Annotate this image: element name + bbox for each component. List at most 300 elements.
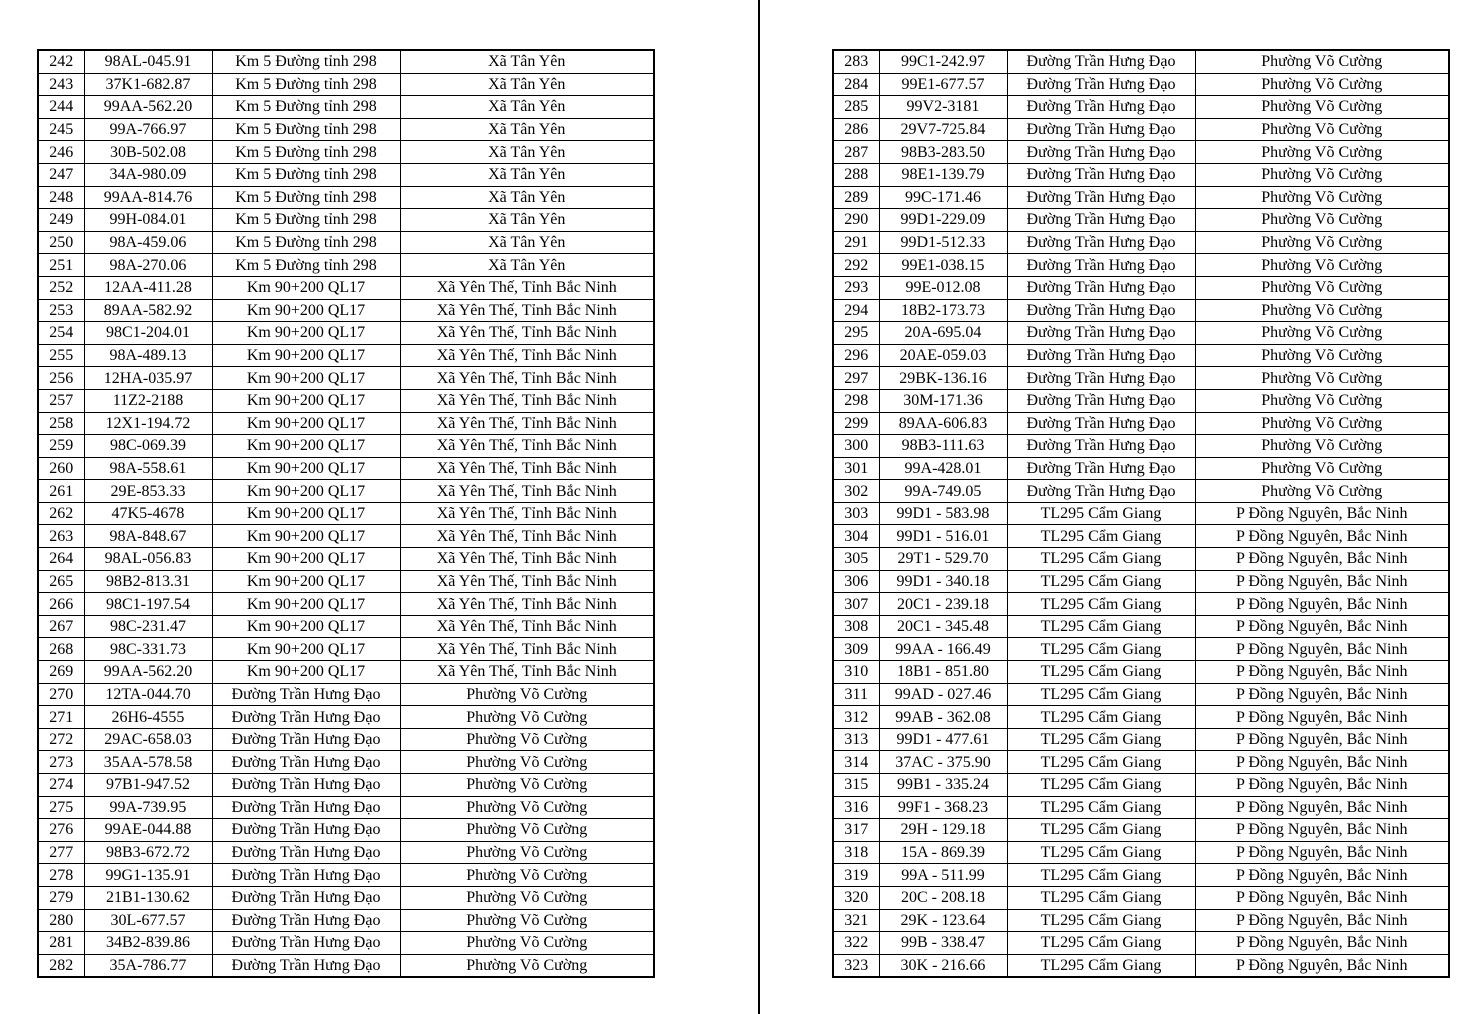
row-number-cell: 323 [833, 954, 879, 977]
license-plate-cell: 11Z2-2188 [84, 389, 212, 412]
ward-cell: Phường Võ Cường [400, 886, 654, 909]
row-number-cell: 293 [833, 276, 879, 299]
license-plate-cell: 20C1 - 345.48 [879, 615, 1007, 638]
row-number-cell: 309 [833, 638, 879, 661]
license-plate-cell: 37K1-682.87 [84, 73, 212, 96]
ward-cell: P Đồng Nguyên, Bắc Ninh [1195, 932, 1449, 955]
row-number-cell: 300 [833, 435, 879, 458]
license-plate-cell: 34B2-839.86 [84, 932, 212, 955]
location-cell: Đường Trần Hưng Đạo [1007, 186, 1195, 209]
ward-cell: P Đồng Nguyên, Bắc Ninh [1195, 570, 1449, 593]
right-violation-table [832, 49, 1450, 978]
table-row [833, 932, 1449, 955]
table-row [38, 231, 654, 254]
license-plate-cell: 98C1-197.54 [84, 593, 212, 616]
location-cell: Km 90+200 QL17 [212, 548, 400, 571]
left-table-body [38, 50, 654, 977]
location-cell: Đường Trần Hưng Đạo [1007, 435, 1195, 458]
license-plate-cell: 26H6-4555 [84, 706, 212, 729]
location-cell: TL295 Cẩm Giang [1007, 638, 1195, 661]
location-cell: TL295 Cẩm Giang [1007, 841, 1195, 864]
row-number-cell: 277 [38, 841, 84, 864]
ward-cell: P Đồng Nguyên, Bắc Ninh [1195, 796, 1449, 819]
ward-cell: Xã Yên Thế, Tỉnh Bắc Ninh [400, 615, 654, 638]
license-plate-cell: 99A-739.95 [84, 796, 212, 819]
ward-cell: P Đồng Nguyên, Bắc Ninh [1195, 548, 1449, 571]
ward-cell: Xã Tân Yên [400, 231, 654, 254]
row-number-cell: 258 [38, 412, 84, 435]
location-cell: TL295 Cẩm Giang [1007, 706, 1195, 729]
table-row [38, 389, 654, 412]
row-number-cell: 243 [38, 73, 84, 96]
license-plate-cell: 99AE-044.88 [84, 819, 212, 842]
row-number-cell: 313 [833, 728, 879, 751]
license-plate-cell: 12X1-194.72 [84, 412, 212, 435]
row-number-cell: 284 [833, 73, 879, 96]
row-number-cell: 317 [833, 819, 879, 842]
location-cell: TL295 Cẩm Giang [1007, 661, 1195, 684]
row-number-cell: 252 [38, 276, 84, 299]
ward-cell: Xã Yên Thế, Tỉnh Bắc Ninh [400, 435, 654, 458]
ward-cell: P Đồng Nguyên, Bắc Ninh [1195, 661, 1449, 684]
license-plate-cell: 99B - 338.47 [879, 932, 1007, 955]
table-row [833, 254, 1449, 277]
ward-cell: Xã Tân Yên [400, 141, 654, 164]
row-number-cell: 308 [833, 615, 879, 638]
table-row [833, 774, 1449, 797]
ward-cell: Xã Tân Yên [400, 96, 654, 119]
table-row [38, 593, 654, 616]
ward-cell: Phường Võ Cường [1195, 412, 1449, 435]
ward-cell: Phường Võ Cường [400, 774, 654, 797]
table-row [833, 186, 1449, 209]
ward-cell: Phường Võ Cường [1195, 299, 1449, 322]
row-number-cell: 280 [38, 909, 84, 932]
row-number-cell: 275 [38, 796, 84, 819]
license-plate-cell: 99E1-677.57 [879, 73, 1007, 96]
license-plate-cell: 98AL-045.91 [84, 50, 212, 73]
ward-cell: Phường Võ Cường [1195, 322, 1449, 345]
location-cell: Km 5 Đường tỉnh 298 [212, 163, 400, 186]
table-row [38, 209, 654, 232]
license-plate-cell: 29K - 123.64 [879, 909, 1007, 932]
table-row [38, 796, 654, 819]
table-row [38, 886, 654, 909]
ward-cell: Phường Võ Cường [1195, 118, 1449, 141]
license-plate-cell: 99V2-3181 [879, 96, 1007, 119]
row-number-cell: 257 [38, 389, 84, 412]
location-cell: Km 90+200 QL17 [212, 593, 400, 616]
row-number-cell: 321 [833, 909, 879, 932]
table-row [38, 163, 654, 186]
license-plate-cell: 98B3-283.50 [879, 141, 1007, 164]
table-row [833, 525, 1449, 548]
ward-cell: Phường Võ Cường [1195, 209, 1449, 232]
location-cell: Đường Trần Hưng Đạo [1007, 367, 1195, 390]
ward-cell: Phường Võ Cường [1195, 50, 1449, 73]
license-plate-cell: 20C1 - 239.18 [879, 593, 1007, 616]
location-cell: Đường Trần Hưng Đạo [1007, 344, 1195, 367]
ward-cell: Phường Võ Cường [400, 909, 654, 932]
table-row [38, 367, 654, 390]
location-cell: Km 90+200 QL17 [212, 525, 400, 548]
row-number-cell: 255 [38, 344, 84, 367]
table-row [833, 231, 1449, 254]
table-row [833, 909, 1449, 932]
row-number-cell: 306 [833, 570, 879, 593]
location-cell: Đường Trần Hưng Đạo [1007, 73, 1195, 96]
license-plate-cell: 20AE-059.03 [879, 344, 1007, 367]
location-cell: Km 90+200 QL17 [212, 412, 400, 435]
location-cell: Đường Trần Hưng Đạo [212, 841, 400, 864]
license-plate-cell: 99D1 - 583.98 [879, 502, 1007, 525]
row-number-cell: 281 [38, 932, 84, 955]
row-number-cell: 276 [38, 819, 84, 842]
left-violation-table [37, 49, 655, 978]
table-row [38, 909, 654, 932]
location-cell: Đường Trần Hưng Đạo [212, 751, 400, 774]
license-plate-cell: 98A-459.06 [84, 231, 212, 254]
location-cell: TL295 Cẩm Giang [1007, 683, 1195, 706]
ward-cell: Phường Võ Cường [1195, 480, 1449, 503]
license-plate-cell: 99AB - 362.08 [879, 706, 1007, 729]
location-cell: Đường Trần Hưng Đạo [1007, 322, 1195, 345]
license-plate-cell: 20A-695.04 [879, 322, 1007, 345]
row-number-cell: 272 [38, 728, 84, 751]
table-row [833, 412, 1449, 435]
table-row [38, 774, 654, 797]
location-cell: Km 5 Đường tỉnh 298 [212, 186, 400, 209]
row-number-cell: 265 [38, 570, 84, 593]
license-plate-cell: 99F1 - 368.23 [879, 796, 1007, 819]
license-plate-cell: 99G1-135.91 [84, 864, 212, 887]
row-number-cell: 322 [833, 932, 879, 955]
row-number-cell: 247 [38, 163, 84, 186]
row-number-cell: 302 [833, 480, 879, 503]
ward-cell: Xã Yên Thế, Tỉnh Bắc Ninh [400, 661, 654, 684]
row-number-cell: 299 [833, 412, 879, 435]
ward-cell: P Đồng Nguyên, Bắc Ninh [1195, 751, 1449, 774]
license-plate-cell: 30M-171.36 [879, 389, 1007, 412]
license-plate-cell: 98B3-111.63 [879, 435, 1007, 458]
license-plate-cell: 35A-786.77 [84, 954, 212, 977]
row-number-cell: 261 [38, 480, 84, 503]
location-cell: TL295 Cẩm Giang [1007, 570, 1195, 593]
table-row [833, 502, 1449, 525]
table-row [38, 141, 654, 164]
table-row [833, 864, 1449, 887]
table-row [833, 819, 1449, 842]
ward-cell: Xã Yên Thế, Tỉnh Bắc Ninh [400, 638, 654, 661]
ward-cell: Xã Yên Thế, Tỉnh Bắc Ninh [400, 570, 654, 593]
ward-cell: Xã Tân Yên [400, 209, 654, 232]
ward-cell: Phường Võ Cường [1195, 186, 1449, 209]
ward-cell: P Đồng Nguyên, Bắc Ninh [1195, 615, 1449, 638]
license-plate-cell: 20C - 208.18 [879, 886, 1007, 909]
row-number-cell: 279 [38, 886, 84, 909]
location-cell: TL295 Cẩm Giang [1007, 751, 1195, 774]
table-row [38, 661, 654, 684]
ward-cell: Xã Yên Thế, Tỉnh Bắc Ninh [400, 367, 654, 390]
ward-cell: Xã Yên Thế, Tỉnh Bắc Ninh [400, 457, 654, 480]
license-plate-cell: 99D1 - 516.01 [879, 525, 1007, 548]
license-plate-cell: 29AC-658.03 [84, 728, 212, 751]
location-cell: Km 90+200 QL17 [212, 480, 400, 503]
ward-cell: Phường Võ Cường [1195, 389, 1449, 412]
location-cell: Km 5 Đường tỉnh 298 [212, 209, 400, 232]
ward-cell: Phường Võ Cường [400, 683, 654, 706]
table-row [38, 254, 654, 277]
ward-cell: Phường Võ Cường [400, 728, 654, 751]
location-cell: Đường Trần Hưng Đạo [1007, 209, 1195, 232]
table-row [833, 796, 1449, 819]
row-number-cell: 311 [833, 683, 879, 706]
row-number-cell: 270 [38, 683, 84, 706]
ward-cell: Xã Yên Thế, Tỉnh Bắc Ninh [400, 389, 654, 412]
ward-cell: Phường Võ Cường [400, 864, 654, 887]
row-number-cell: 286 [833, 118, 879, 141]
location-cell: Đường Trần Hưng Đạo [212, 819, 400, 842]
row-number-cell: 312 [833, 706, 879, 729]
table-row [38, 932, 654, 955]
license-plate-cell: 99AA-562.20 [84, 96, 212, 119]
table-row [38, 570, 654, 593]
location-cell: TL295 Cẩm Giang [1007, 864, 1195, 887]
location-cell: Đường Trần Hưng Đạo [212, 774, 400, 797]
table-row [833, 841, 1449, 864]
location-cell: Km 90+200 QL17 [212, 435, 400, 458]
ward-cell: P Đồng Nguyên, Bắc Ninh [1195, 886, 1449, 909]
license-plate-cell: 99A - 511.99 [879, 864, 1007, 887]
location-cell: TL295 Cẩm Giang [1007, 886, 1195, 909]
table-row [833, 706, 1449, 729]
license-plate-cell: 99AA - 166.49 [879, 638, 1007, 661]
table-row [833, 638, 1449, 661]
license-plate-cell: 30L-677.57 [84, 909, 212, 932]
license-plate-cell: 34A-980.09 [84, 163, 212, 186]
location-cell: Đường Trần Hưng Đạo [1007, 50, 1195, 73]
location-cell: Km 5 Đường tỉnh 298 [212, 96, 400, 119]
row-number-cell: 296 [833, 344, 879, 367]
table-row [38, 864, 654, 887]
license-plate-cell: 98A-848.67 [84, 525, 212, 548]
ward-cell: Phường Võ Cường [400, 954, 654, 977]
row-number-cell: 273 [38, 751, 84, 774]
row-number-cell: 303 [833, 502, 879, 525]
ward-cell: P Đồng Nguyên, Bắc Ninh [1195, 525, 1449, 548]
table-row [833, 728, 1449, 751]
row-number-cell: 292 [833, 254, 879, 277]
ward-cell: P Đồng Nguyên, Bắc Ninh [1195, 728, 1449, 751]
row-number-cell: 268 [38, 638, 84, 661]
license-plate-cell: 99D1-229.09 [879, 209, 1007, 232]
table-row [833, 141, 1449, 164]
table-row [833, 593, 1449, 616]
license-plate-cell: 99D1 - 340.18 [879, 570, 1007, 593]
location-cell: Km 5 Đường tỉnh 298 [212, 231, 400, 254]
license-plate-cell: 99AD - 027.46 [879, 683, 1007, 706]
ward-cell: P Đồng Nguyên, Bắc Ninh [1195, 864, 1449, 887]
location-cell: Đường Trần Hưng Đạo [212, 909, 400, 932]
location-cell: Đường Trần Hưng Đạo [1007, 457, 1195, 480]
table-row [833, 299, 1449, 322]
license-plate-cell: 99A-766.97 [84, 118, 212, 141]
license-plate-cell: 99D1-512.33 [879, 231, 1007, 254]
table-row [833, 96, 1449, 119]
row-number-cell: 278 [38, 864, 84, 887]
location-cell: Đường Trần Hưng Đạo [1007, 480, 1195, 503]
location-cell: Km 5 Đường tỉnh 298 [212, 73, 400, 96]
location-cell: Km 90+200 QL17 [212, 661, 400, 684]
table-row [38, 118, 654, 141]
license-plate-cell: 12HA-035.97 [84, 367, 212, 390]
location-cell: Đường Trần Hưng Đạo [212, 706, 400, 729]
license-plate-cell: 98C1-204.01 [84, 322, 212, 345]
table-row [38, 344, 654, 367]
table-row [38, 525, 654, 548]
row-number-cell: 283 [833, 50, 879, 73]
ward-cell: Xã Yên Thế, Tỉnh Bắc Ninh [400, 412, 654, 435]
location-cell: Đường Trần Hưng Đạo [1007, 141, 1195, 164]
table-row [38, 706, 654, 729]
row-number-cell: 245 [38, 118, 84, 141]
license-plate-cell: 98C-331.73 [84, 638, 212, 661]
license-plate-cell: 98C-069.39 [84, 435, 212, 458]
location-cell: Km 90+200 QL17 [212, 615, 400, 638]
location-cell: TL295 Cẩm Giang [1007, 615, 1195, 638]
table-row [38, 457, 654, 480]
ward-cell: Xã Yên Thế, Tỉnh Bắc Ninh [400, 525, 654, 548]
license-plate-cell: 12AA-411.28 [84, 276, 212, 299]
table-row [833, 73, 1449, 96]
ward-cell: P Đồng Nguyên, Bắc Ninh [1195, 706, 1449, 729]
location-cell: Km 90+200 QL17 [212, 344, 400, 367]
row-number-cell: 271 [38, 706, 84, 729]
location-cell: Km 90+200 QL17 [212, 502, 400, 525]
license-plate-cell: 18B2-173.73 [879, 299, 1007, 322]
row-number-cell: 262 [38, 502, 84, 525]
table-row [38, 435, 654, 458]
location-cell: Đường Trần Hưng Đạo [1007, 231, 1195, 254]
row-number-cell: 249 [38, 209, 84, 232]
ward-cell: Phường Võ Cường [1195, 163, 1449, 186]
ward-cell: Xã Tân Yên [400, 50, 654, 73]
table-row [38, 322, 654, 345]
location-cell: Km 5 Đường tỉnh 298 [212, 141, 400, 164]
table-row [38, 954, 654, 977]
ward-cell: P Đồng Nguyên, Bắc Ninh [1195, 774, 1449, 797]
ward-cell: Phường Võ Cường [400, 751, 654, 774]
location-cell: Đường Trần Hưng Đạo [212, 683, 400, 706]
location-cell: Km 90+200 QL17 [212, 322, 400, 345]
ward-cell: Xã Tân Yên [400, 163, 654, 186]
row-number-cell: 256 [38, 367, 84, 390]
row-number-cell: 285 [833, 96, 879, 119]
ward-cell: Xã Yên Thế, Tỉnh Bắc Ninh [400, 480, 654, 503]
table-row [833, 276, 1449, 299]
location-cell: TL295 Cẩm Giang [1007, 796, 1195, 819]
row-number-cell: 267 [38, 615, 84, 638]
ward-cell: P Đồng Nguyên, Bắc Ninh [1195, 638, 1449, 661]
location-cell: Đường Trần Hưng Đạo [1007, 254, 1195, 277]
location-cell: Đường Trần Hưng Đạo [1007, 389, 1195, 412]
table-row [38, 480, 654, 503]
ward-cell: Xã Yên Thế, Tỉnh Bắc Ninh [400, 344, 654, 367]
ward-cell: Xã Tân Yên [400, 73, 654, 96]
location-cell: Km 90+200 QL17 [212, 367, 400, 390]
table-row [38, 412, 654, 435]
location-cell: Km 90+200 QL17 [212, 638, 400, 661]
row-number-cell: 301 [833, 457, 879, 480]
row-number-cell: 304 [833, 525, 879, 548]
license-plate-cell: 29T1 - 529.70 [879, 548, 1007, 571]
location-cell: Km 5 Đường tỉnh 298 [212, 50, 400, 73]
license-plate-cell: 98A-558.61 [84, 457, 212, 480]
license-plate-cell: 99A-428.01 [879, 457, 1007, 480]
ward-cell: Phường Võ Cường [400, 706, 654, 729]
ward-cell: Phường Võ Cường [1195, 367, 1449, 390]
license-plate-cell: 15A - 869.39 [879, 841, 1007, 864]
row-number-cell: 310 [833, 661, 879, 684]
row-number-cell: 274 [38, 774, 84, 797]
table-row [38, 276, 654, 299]
row-number-cell: 269 [38, 661, 84, 684]
table-row [833, 661, 1449, 684]
location-cell: Km 90+200 QL17 [212, 570, 400, 593]
ward-cell: Phường Võ Cường [1195, 344, 1449, 367]
row-number-cell: 259 [38, 435, 84, 458]
row-number-cell: 287 [833, 141, 879, 164]
ward-cell: Phường Võ Cường [1195, 73, 1449, 96]
table-row [833, 886, 1449, 909]
license-plate-cell: 37AC - 375.90 [879, 751, 1007, 774]
ward-cell: P Đồng Nguyên, Bắc Ninh [1195, 819, 1449, 842]
table-row [38, 728, 654, 751]
table-row [38, 50, 654, 73]
table-row [38, 73, 654, 96]
license-plate-cell: 30B-502.08 [84, 141, 212, 164]
ward-cell: Phường Võ Cường [400, 932, 654, 955]
table-row [833, 209, 1449, 232]
location-cell: Đường Trần Hưng Đạo [1007, 276, 1195, 299]
ward-cell: P Đồng Nguyên, Bắc Ninh [1195, 841, 1449, 864]
location-cell: Đường Trần Hưng Đạo [1007, 299, 1195, 322]
license-plate-cell: 99AA-814.76 [84, 186, 212, 209]
row-number-cell: 254 [38, 322, 84, 345]
license-plate-cell: 29H - 129.18 [879, 819, 1007, 842]
ward-cell: P Đồng Nguyên, Bắc Ninh [1195, 502, 1449, 525]
location-cell: Km 5 Đường tỉnh 298 [212, 118, 400, 141]
location-cell: Đường Trần Hưng Đạo [1007, 412, 1195, 435]
table-row [833, 163, 1449, 186]
row-number-cell: 260 [38, 457, 84, 480]
row-number-cell: 290 [833, 209, 879, 232]
license-plate-cell: 99D1 - 477.61 [879, 728, 1007, 751]
license-plate-cell: 98B2-813.31 [84, 570, 212, 593]
row-number-cell: 282 [38, 954, 84, 977]
location-cell: Đường Trần Hưng Đạo [212, 886, 400, 909]
table-row [38, 186, 654, 209]
row-number-cell: 315 [833, 774, 879, 797]
table-row [38, 819, 654, 842]
table-row [833, 118, 1449, 141]
row-number-cell: 264 [38, 548, 84, 571]
location-cell: TL295 Cẩm Giang [1007, 954, 1195, 977]
ward-cell: Xã Tân Yên [400, 254, 654, 277]
location-cell: Km 90+200 QL17 [212, 299, 400, 322]
table-row [38, 96, 654, 119]
license-plate-cell: 18B1 - 851.80 [879, 661, 1007, 684]
